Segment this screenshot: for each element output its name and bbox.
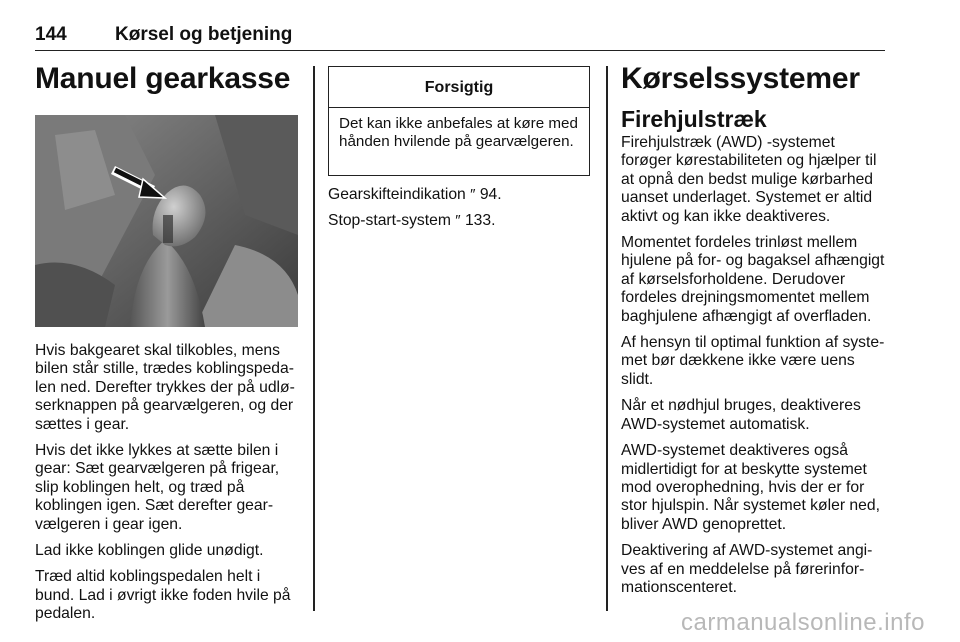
caution-title: Forsigtig bbox=[329, 67, 589, 108]
column-divider bbox=[313, 66, 315, 611]
paragraph: Hvis det ikke lykkes at sætte bilen i gear: Sæt gearvælgeren på frigear, slip koblingen helt, og træd på koblingen igen. Sæt derefter gearvælgeren i gear igen. bbox=[35, 442, 280, 533]
paragraph: Når et nødhjul bruges, deaktiveres AWD-systemet automatisk. bbox=[621, 397, 861, 433]
watermark: carmanualsonline.info bbox=[681, 609, 925, 636]
paragraph: Lad ikke koblingen glide unødigt. bbox=[35, 542, 264, 560]
caution-text: Det kan ikke anbefales at køre med hånden hvilende på gearvælgeren. bbox=[339, 115, 578, 150]
right-body-text bbox=[621, 134, 889, 605]
section-heading-manual-gearbox: Manuel gearkasse bbox=[35, 62, 291, 95]
caution-box bbox=[328, 66, 590, 176]
chapter-title: Kørsel og betjening bbox=[115, 24, 293, 45]
paragraph: Firehjulstræk (AWD) -systemet forøger kørestabiliteten og hjælper til at opnå den bedst mulige kørbarhed uanset underlaget. Systemet er altid aktivt og kan ikke deaktiveres. bbox=[621, 134, 877, 225]
paragraph: Deaktivering af AWD-systemet angives af en meddelelse på førerinformationscenteret. bbox=[621, 542, 873, 596]
page-header bbox=[35, 22, 885, 51]
cross-references bbox=[328, 186, 593, 239]
left-body-text bbox=[35, 342, 301, 632]
gear-lever-illustration bbox=[35, 115, 298, 327]
column-divider bbox=[606, 66, 608, 611]
reference-gearshift-indicator[interactable]: Gearskifteindikation ″ 94. bbox=[328, 186, 502, 203]
paragraph: Momentet fordeles trinløst mellem hjulene på for- og bagaksel afhængigt af kørselsforholdene. Derudover fordeles drejningsmomentet mellem baghjulene afhængigt af overfladen. bbox=[621, 234, 885, 325]
gear-lever-photo bbox=[35, 115, 298, 327]
paragraph: AWD-systemet deaktiveres også midlertidigt for at beskytte systemet mod overophedning, hvis der er for stor hjulspin. Når systemet køler ned, bliver AWD genoprettet. bbox=[621, 442, 880, 533]
paragraph: Hvis bakgearet skal tilkobles, mens bilen står stille, trædes koblingspedalen ned. Derefter trykkes der på udløserknappen på gearvælgeren, og der sættes i gear. bbox=[35, 342, 295, 433]
subheading-awd: Firehjulstræk bbox=[621, 106, 767, 132]
page-reference-icon: ″ bbox=[455, 212, 461, 230]
page-reference-icon: ″ bbox=[470, 186, 476, 203]
reference-stop-start[interactable]: Stop-start-system ″ 133. bbox=[328, 212, 496, 230]
section-heading-driving-systems: Kørselssystemer bbox=[621, 62, 860, 95]
paragraph: Træd altid koblingspedalen helt i bund. Lad i øvrigt ikke foden hvile på pedalen. bbox=[35, 568, 291, 623]
paragraph: Af hensyn til optimal funktion af systemet bør dækkene ikke være uens slidt. bbox=[621, 334, 885, 388]
page-number: 144 bbox=[35, 24, 67, 45]
